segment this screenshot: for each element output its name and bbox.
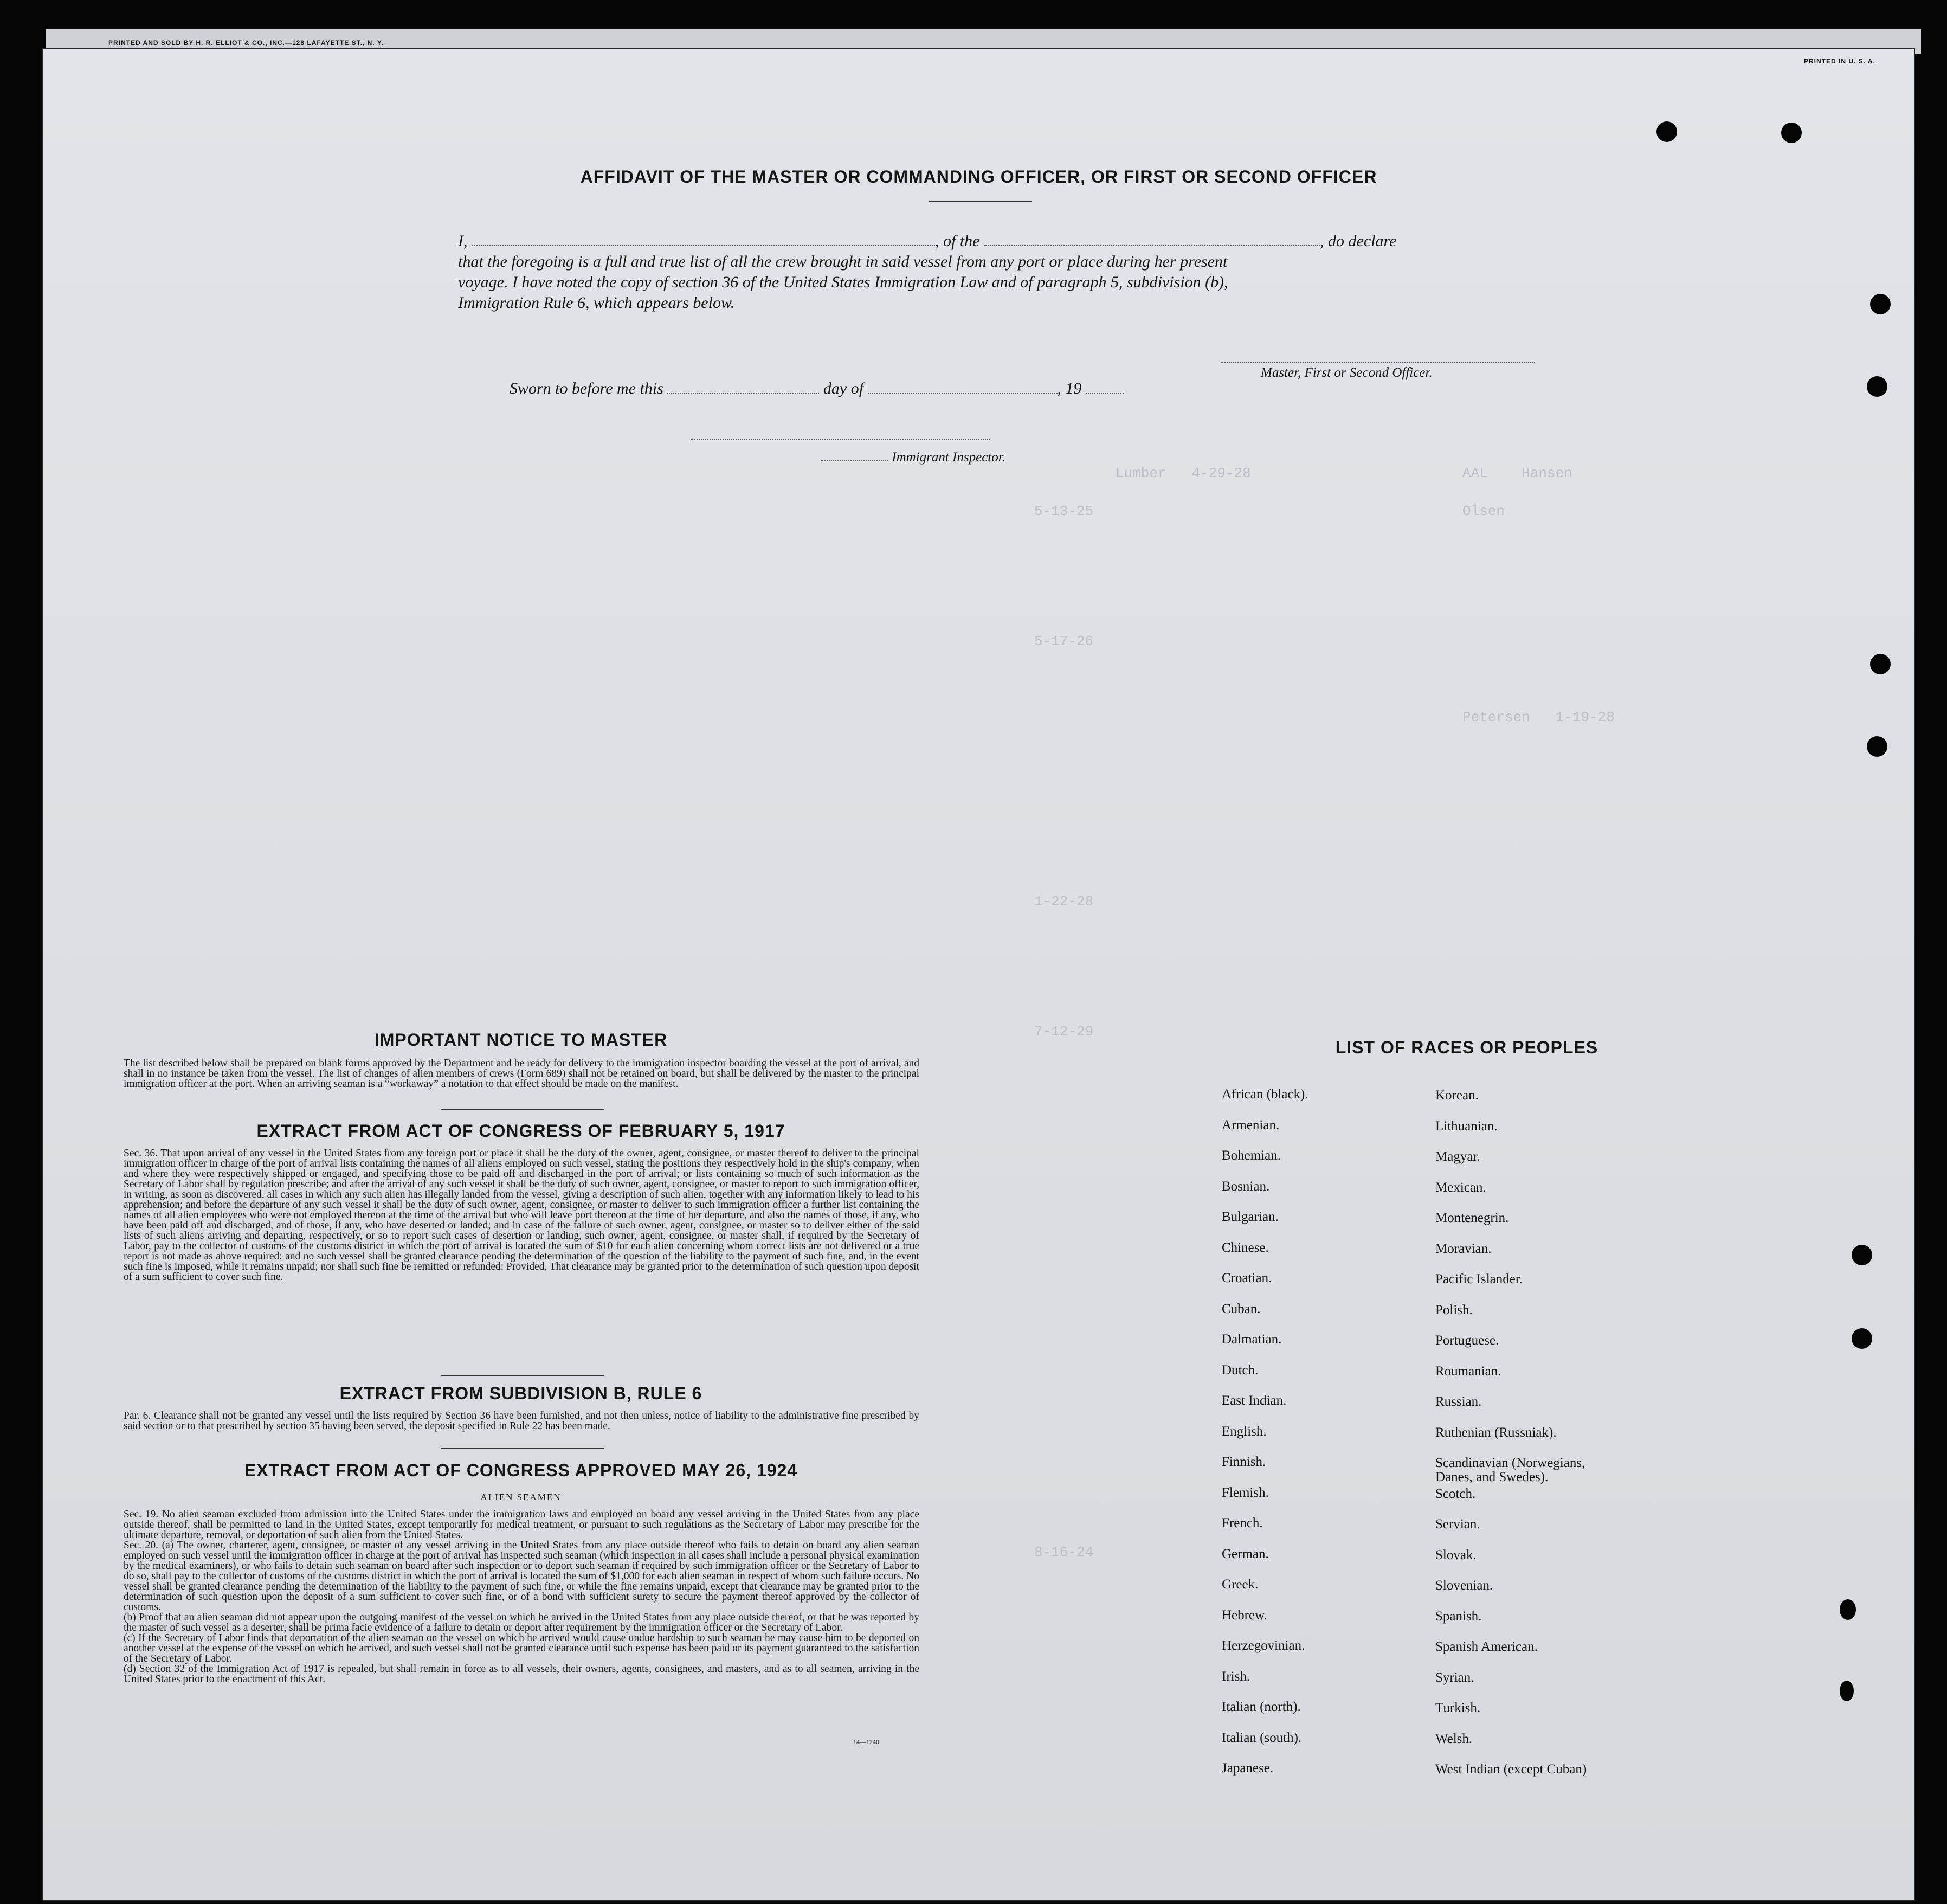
race-item: Spanish American. (1435, 1639, 1538, 1654)
day-of-label: day of (823, 379, 864, 397)
printed-in-usa: PRINTED IN U. S. A. (1804, 57, 1875, 65)
race-item: Welsh. (1435, 1731, 1473, 1746)
inspector-signature-field[interactable] (691, 438, 990, 440)
race-item: Bulgarian. (1222, 1210, 1279, 1224)
race-item: Dutch. (1222, 1362, 1259, 1378)
race-item: Italian (south). (1222, 1730, 1302, 1745)
i-label: I, (458, 232, 468, 250)
punch-hole (1867, 376, 1887, 397)
race-item: Scotch. (1435, 1486, 1476, 1501)
race-item: Pacific Islander. (1435, 1272, 1523, 1287)
race-item: Finnish. (1222, 1455, 1266, 1469)
punch-hole (1656, 121, 1677, 142)
officer-name-field[interactable] (472, 245, 935, 246)
sworn-year-field[interactable] (1086, 393, 1124, 394)
subdivision-b-text: Par. 6. Clearance shall not be granted any vessel until the lists required by Section 36 have been furnished, and not then unless, notice of liability to the administrative fine prescribed by said section or to that prescribed by section 35 having been served, the deposit specified in Rule 22 has been made. (124, 1410, 919, 1432)
bleed-through-text: 5-13-25 (1034, 503, 1094, 519)
race-item: West Indian (except Cuban) (1435, 1762, 1587, 1777)
race-item: Dalmatian. (1222, 1332, 1282, 1347)
race-item: Montenegrin. (1435, 1211, 1509, 1225)
punch-hole (1867, 736, 1887, 757)
sworn-label: Sworn to before me this (510, 379, 663, 397)
race-item: Greek. (1222, 1577, 1259, 1592)
alien-seamen-subtitle: ALIEN SEAMEN (480, 1492, 562, 1502)
inspector-label: Immigrant Inspector. (892, 450, 1005, 465)
section-20d-text: (d) Section 32 of the Immigration Act of 1917 is repealed, but shall remain in force as to all vessels, their owners, agents, consignees, and masters, and as to all seamen, arriving in the United States prior to the enactment of this Act. (124, 1663, 919, 1685)
race-item: Lithuanian. (1435, 1118, 1498, 1134)
notice-text: The list described below shall be prepared on blank forms approved by the Department and be ready for delivery to the immigration inspector boarding the vessel at the port of arrival, and shall in no instance be taken from the vessel. The list of changes of alien members of crews (Form 689) shall not be retained on board, but shall be delivered by the master to the principal immigration officer at the port. When an arriving seaman is a “workaway” a notation to that effect should be made on the manifest. (124, 1058, 919, 1090)
bleed-through-text: Olsen (1462, 503, 1505, 519)
punch-hole (1840, 1599, 1856, 1620)
sworn-line (510, 379, 1124, 398)
subdivision-b-title: EXTRACT FROM SUBDIVISION B, RULE 6 (339, 1384, 702, 1403)
bleed-through-text: AAL Hansen (1462, 465, 1572, 481)
title-rule (929, 201, 1032, 202)
race-item: Irish. (1222, 1669, 1250, 1684)
section-20b-text: (b) Proof that an alien seaman did not appear upon the outgoing manifest of the vessel on which he arrived in the United States from any place outside thereof, or that he was reported by the master of such vessel as a deserter, shall be prima facie evidence of a failure to detain or deport after requirement by the immigration officer or the Secretary of Labor. (124, 1612, 919, 1633)
bleed-through-text: 1-22-28 (1034, 893, 1094, 910)
race-item: Polish. (1435, 1302, 1473, 1317)
punch-hole (1870, 294, 1891, 314)
affidavit-declaration (458, 231, 1534, 313)
year-label: , 19 (1057, 379, 1082, 397)
section-20a-text: Sec. 20. (a) The owner, charterer, agent, consignee, or master of any vessel arriving in the United States from any place outside thereof who fails to detain on board any alien seaman employed on such vessel until the immigration officer in charge at the port of arrival has inspected such seaman (which inspection in all cases shall include a personal physical examination by the medical examiners), or who fails to detain such seaman on board after such inspection or to deport such seaman if required by such immigration officer or the Secretary of Labor to do so, shall pay to the collector of customs of the customs district in which the port of arrival is located the sum of $1,000 for each alien seaman in respect of whom such failure occurs. No vessel shall be granted clearance pending the determination of the liability to the payment of such fine, or while the fine remains unpaid, except that clearance may be granted prior to the determination of such question upon the deposit of a sum sufficient to cover such fine, or of a bond with sufficient surety to secure the payment thereof approved by the collector of customs. (124, 1540, 919, 1613)
section-rule (441, 1448, 604, 1449)
extract-1917-text: Sec. 36. That upon arrival of any vessel in the United States from any foreign port or place it shall be the duty of the owner, agent, consignee, or master thereof to deliver to the principal immigration officer in charge of the port of arrival lists containing the names of all aliens employed on such vessel, stating the positions they respectively hold in the ship's company, when and where they were respectively shipped or engaged, and specifying those to be paid off and discharged in the port of arrival; or lists containing so much of such information as the Secretary of Labor shall by regulation prescribe; and after the arrival of any such vessel it shall be the duty of such owner, agent, consignee, or master to report to such immigration officer, in writing, as soon as discovered, all cases in which any such alien has illegally landed from the vessel, giving a description of such alien, together with any information likely to lead to his apprehension; and before the departure of any such vessel it shall be the duty of such owner, agent, consignee, or master to deliver to such immigration officer a further list containing the names of all alien employees who were not employed thereon at the time of the arrival but who will leave port thereon at the time of her departure, and also the names of those, if any, who have been paid off and discharged, and of those, if any, who have deserted or landed; and in case of the failure of such owner, agent, consignee, or master so to deliver either of the said lists of such aliens arriving and departing, respectively, or so to report such cases of desertion or landing, such owner, agent, consignee, or master shall, if required by the Secretary of Labor, pay to the collector of customs of the customs district in which the port of arrival is located the sum of $10 for each alien concerning whom correct lists are not delivered or a true report is not made as above required; and no such vessel shall be granted clearance pending the determination of the question of the liability to the payment of such fine, and, in the event such fine is imposed, while it remains unpaid; nor shall such fine be remitted or refunded: Provided, That clearance may be granted prior to the determination of such question upon deposit of a sum sufficient to cover such fine. (124, 1148, 919, 1283)
race-item: East Indian. (1222, 1393, 1287, 1408)
extract-1924-sections (124, 1509, 919, 1684)
form-page (42, 48, 1915, 1901)
race-item: Slovenian. (1435, 1578, 1493, 1593)
punch-hole (1840, 1681, 1854, 1701)
printer-imprint: PRINTED AND SOLD BY H. R. ELLIOT & CO., INC.—128 LAFAYETTE ST., N. Y. (108, 39, 384, 47)
section-rule (441, 1375, 604, 1376)
race-item: Mexican. (1435, 1180, 1486, 1195)
extract-1917-title: EXTRACT FROM ACT OF CONGRESS OF FEBRUARY 5, 1917 (256, 1121, 785, 1141)
race-item: Croatian. (1222, 1271, 1272, 1285)
race-item: German. (1222, 1546, 1269, 1561)
race-item: Italian (north). (1222, 1700, 1301, 1714)
extract-1924-title: EXTRACT FROM ACT OF CONGRESS APPROVED MAY 26, 1924 (244, 1461, 798, 1480)
race-item: Syrian. (1435, 1670, 1474, 1685)
declaration-line: Immigration Rule 6, which appears below. (458, 294, 735, 312)
punch-hole (1870, 654, 1891, 674)
race-item: African (black). (1222, 1087, 1308, 1102)
notice-title: IMPORTANT NOTICE TO MASTER (374, 1030, 668, 1050)
race-item: Herzegovinian. (1222, 1638, 1305, 1653)
of-the-label: , of the (935, 232, 980, 250)
race-item: Bohemian. (1222, 1148, 1281, 1163)
race-item: English. (1222, 1424, 1267, 1439)
bleed-through-text: 5-17-26 (1034, 633, 1094, 649)
race-item: Moravian. (1435, 1241, 1492, 1256)
race-item: Servian. (1435, 1517, 1480, 1532)
punch-hole (1852, 1245, 1872, 1265)
master-signature-field[interactable] (1221, 361, 1535, 363)
race-item: Spanish. (1435, 1609, 1482, 1624)
punch-hole (1781, 123, 1802, 143)
race-item: Japanese. (1222, 1761, 1274, 1776)
section-20c-text: (c) If the Secretary of Labor finds that deportation of the alien seaman on the vessel on which he arrived would cause undue hardship to such seaman he may cause him to be deported on another vessel at the expense of the vessel on which he arrived, and such vessel shall not be granted clearance until such expense has been paid or its payment guaranteed to the satisfaction of the Secretary of Labor. (124, 1632, 919, 1664)
vessel-name-field[interactable] (984, 245, 1320, 246)
race-item: Turkish. (1435, 1701, 1481, 1715)
race-item: Chinese. (1222, 1240, 1269, 1255)
bleed-through-text: 7-12-29 (1034, 1024, 1094, 1040)
declaration-line: voyage. I have noted the copy of section 36 of the United States Immigration Law and of paragraph 5, subdivision (b), (458, 273, 1228, 291)
form-number: 14—1240 (853, 1738, 879, 1746)
race-item: Scandinavian (Norwegians, Danes, and Swedes). (1435, 1456, 1585, 1484)
race-item: Slovak. (1435, 1547, 1477, 1562)
sworn-day-field[interactable] (667, 393, 819, 394)
section-rule (441, 1109, 604, 1110)
races-title: LIST OF RACES OR PEOPLES (1335, 1038, 1598, 1057)
affidavit-title: AFFIDAVIT OF THE MASTER OR COMMANDING OFFICER, OR FIRST OR SECOND OFFICER (580, 167, 1377, 186)
inspector-line (821, 450, 1005, 465)
bleed-through-text: 8-16-24 (1034, 1544, 1094, 1560)
race-item: Russian. (1435, 1394, 1482, 1409)
race-item: Magyar. (1435, 1149, 1480, 1164)
bleed-through-text: Lumber 4-29-28 (1116, 465, 1251, 481)
race-item: Hebrew. (1222, 1607, 1267, 1623)
race-item: Roumanian. (1435, 1363, 1501, 1379)
race-item: Flemish. (1222, 1485, 1269, 1500)
race-item: Armenian. (1222, 1117, 1280, 1133)
bleed-through-text: Petersen 1-19-28 (1462, 709, 1615, 725)
race-item: Korean. (1435, 1088, 1479, 1103)
do-declare-label: , do declare (1320, 232, 1397, 250)
section-19-text: Sec. 19. No alien seaman excluded from admission into the United States under the immigration laws and employed on board any vessel arriving in the United States from any place outside thereof, shall be permitted to land in the United States, except temporarily for medical treatment, or pursuant to such regulations as the Secretary of Labor may prescribe for the ultimate departure, removal, or deportation of such alien from the United States. (124, 1509, 919, 1541)
race-item: Ruthenian (Russniak). (1435, 1425, 1557, 1440)
race-item: French. (1222, 1516, 1263, 1530)
declaration-line: that the foregoing is a full and true list of all the crew brought in said vessel from any port or place during her present (458, 253, 1228, 271)
sworn-month-field[interactable] (868, 393, 1058, 394)
race-item: Bosnian. (1222, 1179, 1270, 1194)
race-item: Portuguese. (1435, 1333, 1499, 1348)
master-signature-label: Master, First or Second Officer. (1261, 365, 1433, 380)
race-item: Cuban. (1222, 1301, 1261, 1316)
punch-hole (1852, 1328, 1872, 1349)
